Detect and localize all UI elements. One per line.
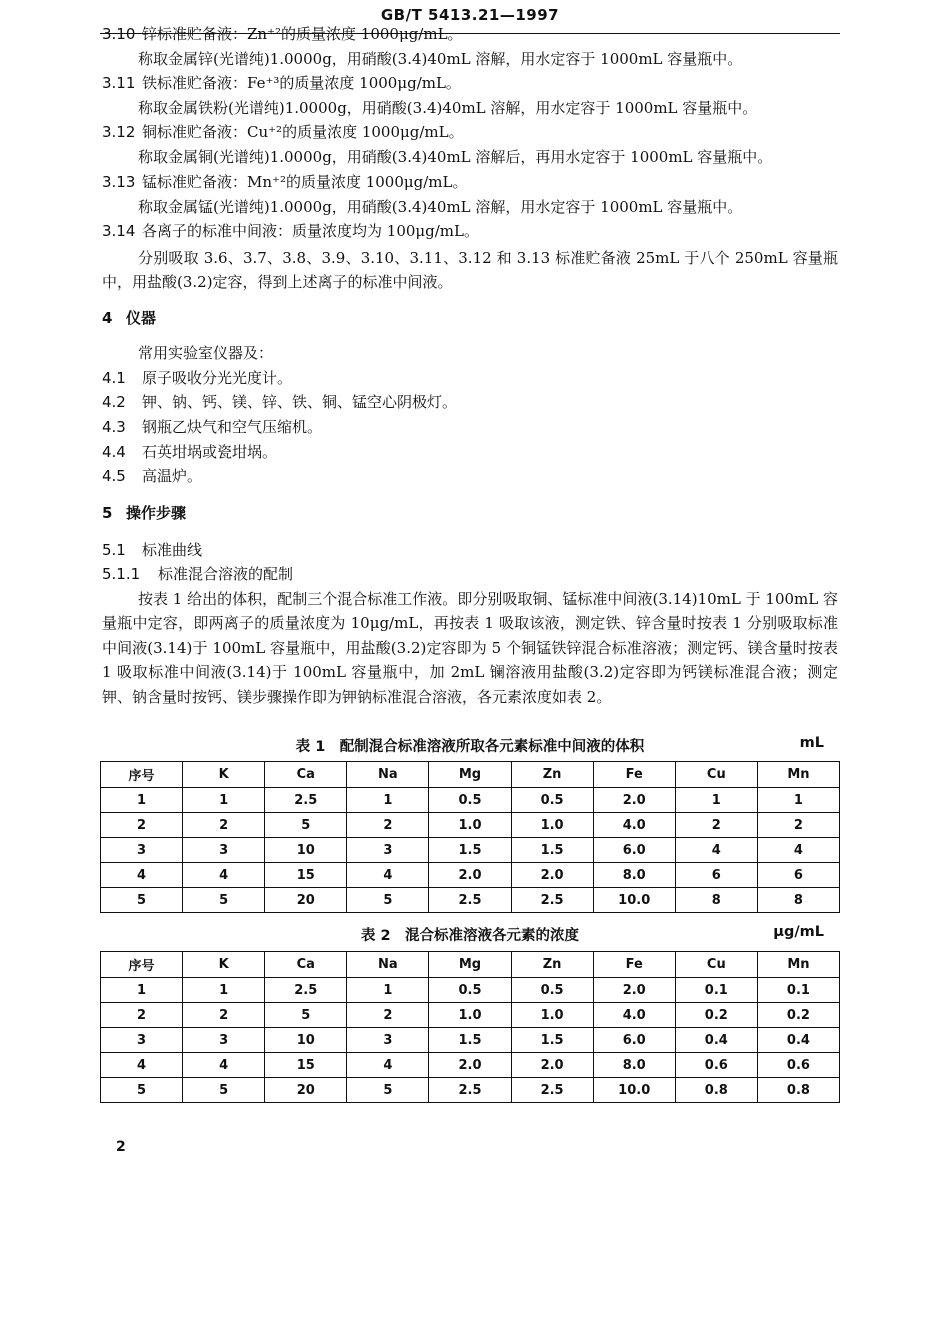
table-row (101, 1003, 840, 1028)
table-cell: 8.0 (593, 863, 675, 888)
table-cell: 4 (675, 838, 757, 863)
table-cell: 2 (183, 1003, 265, 1028)
section-4-intro: 常用实验室仪器及： (138, 344, 274, 362)
table-cell: 2 (101, 1003, 183, 1028)
section-5-heading (102, 503, 186, 523)
table-cell: 0.6 (675, 1053, 757, 1078)
table-cell: 3 (101, 838, 183, 863)
section-title: 操作步骤 (126, 504, 187, 522)
table-cell: 0.2 (675, 1003, 757, 1028)
table-cell: 1 (675, 788, 757, 813)
table-cell: 1 (757, 788, 839, 813)
column-header: 序号 (101, 952, 183, 978)
table-cell: 0.5 (511, 788, 593, 813)
clause-3-14 (102, 221, 479, 241)
table-cell: 8 (757, 888, 839, 913)
table-row (101, 863, 840, 888)
clause-number: 3.12 (102, 123, 136, 141)
table-cell: 2.5 (511, 1078, 593, 1103)
section-title: 仪器 (126, 309, 157, 327)
clause-4-3 (102, 417, 322, 437)
table-cell: 1.5 (429, 838, 511, 863)
table-body (101, 788, 840, 913)
clause-text: 原子吸收分光光度计。 (142, 369, 293, 387)
clause-3-11-detail: 称取金属铁粉(光谱纯)1.0000g，用硝酸(3.4)40mL 溶解，用水定容于 1000mL 容量瓶中。 (138, 99, 758, 117)
clause-3-10-detail: 称取金属锌(光谱纯)1.0000g，用硝酸(3.4)40mL 溶解，用水定容于 1000mL 容量瓶中。 (138, 50, 743, 68)
table-cell: 5 (183, 888, 265, 913)
column-header: Mn (757, 952, 839, 978)
table-cell: 0.5 (511, 978, 593, 1003)
table-cell: 5 (347, 1078, 429, 1103)
table-cell: 10.0 (593, 1078, 675, 1103)
table-row (101, 978, 840, 1003)
table-cell: 8.0 (593, 1053, 675, 1078)
table-cell: 15 (265, 1053, 347, 1078)
clause-title: 标准曲线 (142, 541, 203, 559)
table-cell: 3 (183, 838, 265, 863)
table-cell: 2 (183, 813, 265, 838)
table-cell: 3 (101, 1028, 183, 1053)
table-unit: μg/mL (773, 924, 824, 940)
table-cell: 1.0 (429, 813, 511, 838)
clause-number: 4.1 (102, 369, 126, 387)
clause-number: 4.4 (102, 443, 126, 461)
table-title: 表 2 混合标准溶液各元素的浓度 (360, 928, 580, 944)
table-cell: 4 (757, 838, 839, 863)
table-cell: 1 (101, 978, 183, 1003)
table-cell: 4 (101, 863, 183, 888)
section-4-heading (102, 308, 156, 328)
clause-number: 3.11 (102, 74, 136, 92)
table-cell: 1.0 (511, 1003, 593, 1028)
clause-3-11 (102, 73, 461, 93)
table-cell: 0.8 (675, 1078, 757, 1103)
table-cell: 2.0 (593, 978, 675, 1003)
table-body (101, 978, 840, 1103)
table-title: 表 1 配制混合标准溶液所取各元素标准中间液的体积 (295, 739, 645, 755)
clause-4-4 (102, 442, 277, 462)
table-unit: mL (799, 735, 824, 751)
table-cell: 4 (183, 1053, 265, 1078)
table-cell: 2.0 (429, 1053, 511, 1078)
column-header: Na (347, 762, 429, 788)
clause-4-2 (102, 392, 457, 412)
table-cell: 4.0 (593, 813, 675, 838)
table-row (101, 788, 840, 813)
clause-3-10 (102, 24, 463, 44)
clause-title: 标准混合溶液的配制 (158, 565, 294, 583)
clause-number: 3.10 (102, 25, 136, 43)
column-header: Fe (593, 762, 675, 788)
table-cell: 4.0 (593, 1003, 675, 1028)
table-cell: 0.1 (757, 978, 839, 1003)
clause-text: 铁标准贮备液：Fe⁺³的质量浓度 1000μg/mL。 (142, 74, 461, 92)
table-2-caption (100, 924, 840, 948)
table-cell: 1.5 (511, 1028, 593, 1053)
table-row (101, 888, 840, 913)
table-cell: 1 (347, 788, 429, 813)
table-1 (100, 761, 840, 913)
column-header: Mg (429, 952, 511, 978)
clause-3-14-paragraph: 分别吸取 3.6、3.7、3.8、3.9、3.10、3.11、3.12 和 3.13 标准贮备液 25mL 于八个 250mL 容量瓶中，用盐酸(3.2)定容，得到上述离子的标准中间液。 (102, 249, 838, 292)
page-number: 2 (116, 1139, 126, 1155)
table-cell: 2.0 (511, 863, 593, 888)
table-cell: 4 (347, 1053, 429, 1078)
clause-5-1-1 (102, 564, 293, 584)
clause-number: 3.14 (102, 222, 136, 240)
table-cell: 10 (265, 838, 347, 863)
table-cell: 5 (183, 1078, 265, 1103)
table-cell: 0.5 (429, 978, 511, 1003)
table-2 (100, 951, 840, 1103)
table-row (101, 1053, 840, 1078)
column-header: Cu (675, 762, 757, 788)
table-cell: 2.5 (511, 888, 593, 913)
table-cell: 0.4 (757, 1028, 839, 1053)
clause-3-13 (102, 172, 467, 192)
table-header-row (101, 762, 840, 788)
table-cell: 1.0 (429, 1003, 511, 1028)
table-cell: 1 (183, 978, 265, 1003)
table-cell: 1.5 (429, 1028, 511, 1053)
clause-text: 钢瓶乙炔气和空气压缩机。 (142, 418, 323, 436)
table-cell: 6 (675, 863, 757, 888)
column-header: Zn (511, 952, 593, 978)
table-cell: 0.5 (429, 788, 511, 813)
table-cell: 5 (265, 813, 347, 838)
table-cell: 2 (347, 1003, 429, 1028)
column-header: K (183, 952, 265, 978)
table-cell: 10.0 (593, 888, 675, 913)
clause-text: 各离子的标准中间液：质量浓度均为 100μg/mL。 (142, 222, 479, 240)
table-cell: 10 (265, 1028, 347, 1053)
table-cell: 4 (101, 1053, 183, 1078)
column-header: Fe (593, 952, 675, 978)
clause-text: 高温炉。 (142, 467, 203, 485)
section-number: 5 (102, 504, 113, 522)
table-cell: 2.5 (429, 888, 511, 913)
table-cell: 2.5 (265, 978, 347, 1003)
clause-number: 5.1 (102, 541, 126, 559)
table-cell: 4 (183, 863, 265, 888)
table-cell: 0.1 (675, 978, 757, 1003)
table-cell: 8 (675, 888, 757, 913)
column-header: Zn (511, 762, 593, 788)
clause-text: 铜标准贮备液：Cu⁺²的质量浓度 1000μg/mL。 (142, 123, 464, 141)
clause-text: 钾、钠、钙、镁、锌、铁、铜、锰空心阴极灯。 (142, 393, 458, 411)
table-cell: 6.0 (593, 1028, 675, 1053)
table-cell: 2 (675, 813, 757, 838)
column-header: 序号 (101, 762, 183, 788)
clause-5-1 (102, 540, 202, 560)
table-cell: 2.5 (429, 1078, 511, 1103)
table-row (101, 1028, 840, 1053)
column-header: Ca (265, 952, 347, 978)
column-header: Na (347, 952, 429, 978)
clause-number: 3.13 (102, 173, 136, 191)
table-cell: 2.5 (265, 788, 347, 813)
table-cell: 20 (265, 888, 347, 913)
table-cell: 3 (347, 1028, 429, 1053)
table-cell: 1.5 (511, 838, 593, 863)
clause-3-12-detail: 称取金属铜(光谱纯)1.0000g，用硝酸(3.4)40mL 溶解后，再用水定容于 1000mL 容量瓶中。 (138, 148, 773, 166)
clause-5-1-1-paragraph: 按表 1 给出的体积，配制三个混合标准工作液。即分别吸取铜、锰标准中间液(3.14)10mL 于 100mL 容量瓶中定容，即两离子的质量浓度为 10μg/mL，再按表 1 吸取该液，测定铁、锌含量时按表 1 分别吸取标准中间液(3.14)于 100mL 容量瓶中，用盐酸(3.2)定容即为 5 个铜锰铁锌混合标准溶液；测定钙、镁含量时按表 1 吸取标准中间液(3.14)于 100mL 容量瓶中，加 2mL 镧溶液用盐酸(3.2)定容即为钙镁标准混合液；测定钾、钠含量时按钙、镁步骤操作即为钾钠标准混合溶液，各元素浓度如表 2。 (102, 590, 838, 706)
table-cell: 2.0 (511, 1053, 593, 1078)
table-1-caption (100, 735, 840, 759)
table-cell: 1.0 (511, 813, 593, 838)
table-cell: 1 (101, 788, 183, 813)
table-cell: 0.6 (757, 1053, 839, 1078)
clause-number: 4.5 (102, 467, 126, 485)
clause-text: 石英坩埚或瓷坩埚。 (142, 443, 278, 461)
table-cell: 15 (265, 863, 347, 888)
table-cell: 2.0 (429, 863, 511, 888)
table-cell: 20 (265, 1078, 347, 1103)
table-cell: 2.0 (593, 788, 675, 813)
table-row (101, 838, 840, 863)
table-cell: 5 (265, 1003, 347, 1028)
clause-4-1 (102, 368, 292, 388)
clause-number: 4.2 (102, 393, 126, 411)
table-cell: 4 (347, 863, 429, 888)
clause-text: 锌标准贮备液：Zn⁺²的质量浓度 1000μg/mL。 (142, 25, 463, 43)
clause-number: 4.3 (102, 418, 126, 436)
clause-text: 锰标准贮备液：Mn⁺²的质量浓度 1000μg/mL。 (142, 173, 468, 191)
table-row (101, 813, 840, 838)
clause-number: 5.1.1 (102, 565, 141, 583)
column-header: Cu (675, 952, 757, 978)
column-header: Mg (429, 762, 511, 788)
clause-3-13-detail: 称取金属锰(光谱纯)1.0000g，用硝酸(3.4)40mL 溶解，用水定容于 1000mL 容量瓶中。 (138, 198, 743, 216)
clause-3-12 (102, 122, 464, 142)
table-cell: 2 (757, 813, 839, 838)
column-header: Mn (757, 762, 839, 788)
table-cell: 2 (101, 813, 183, 838)
table-row (101, 1078, 840, 1103)
table-cell: 5 (101, 888, 183, 913)
table-cell: 5 (101, 1078, 183, 1103)
document-header: GB/T 5413.21—1997 (380, 6, 560, 24)
section-number: 4 (102, 309, 113, 327)
table-cell: 3 (183, 1028, 265, 1053)
table-cell: 6.0 (593, 838, 675, 863)
table-cell: 0.2 (757, 1003, 839, 1028)
table-cell: 2 (347, 813, 429, 838)
table-cell: 5 (347, 888, 429, 913)
table-cell: 0.8 (757, 1078, 839, 1103)
column-header: Ca (265, 762, 347, 788)
table-header-row (101, 952, 840, 978)
table-cell: 0.4 (675, 1028, 757, 1053)
table-cell: 1 (347, 978, 429, 1003)
table-cell: 3 (347, 838, 429, 863)
table-cell: 6 (757, 863, 839, 888)
column-header: K (183, 762, 265, 788)
clause-4-5 (102, 466, 202, 486)
table-cell: 1 (183, 788, 265, 813)
